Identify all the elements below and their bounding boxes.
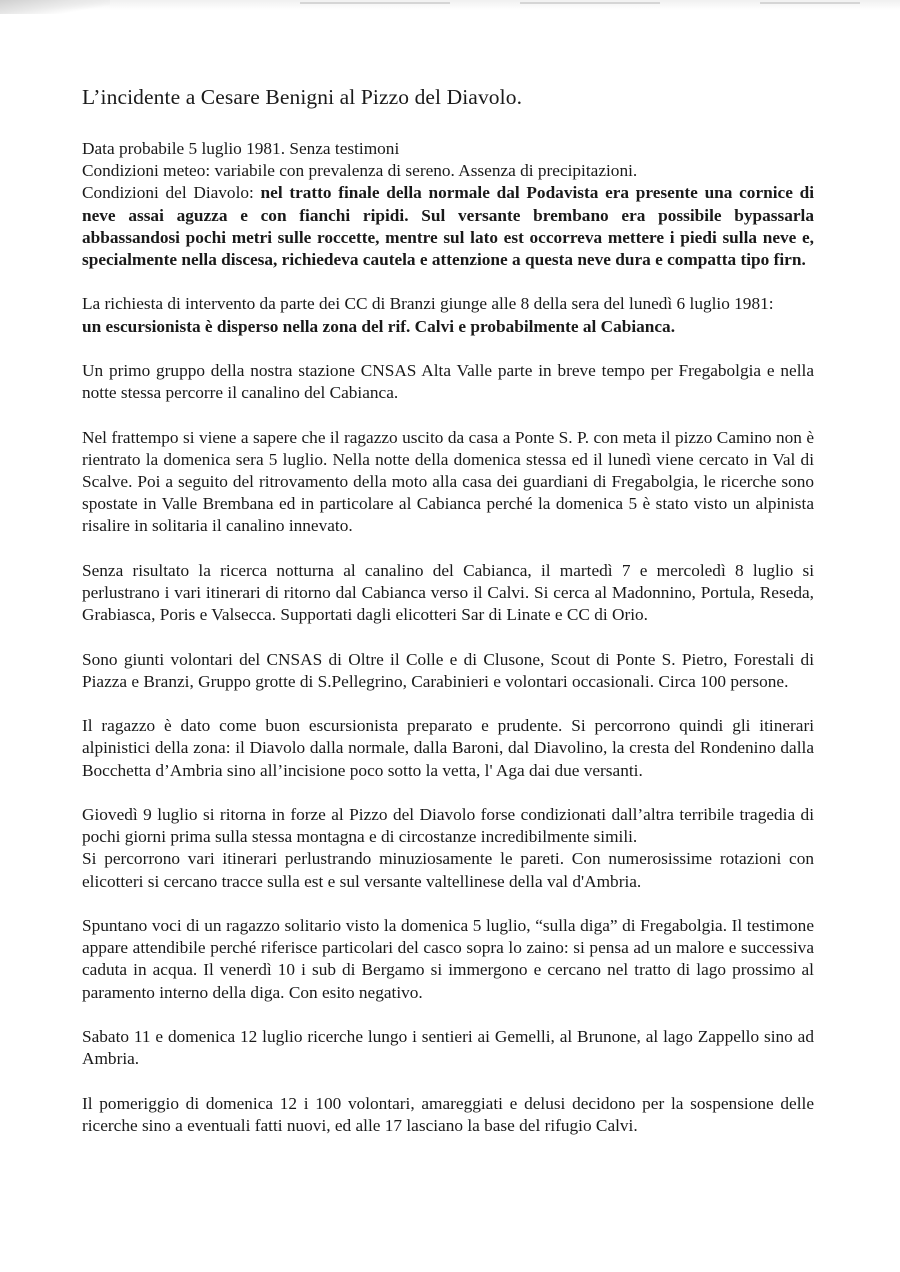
scan-artifact-line (760, 2, 860, 4)
meteo-line: Condizioni meteo: variabile con prevalenza di sereno. Assenza di precipitazioni. (82, 161, 638, 181)
request-paragraph (82, 293, 814, 337)
paragraph: Sabato 11 e domenica 12 luglio ricerche lungo i sentieri ai Gemelli, al Brunone, al lago Zappello sino ad Ambria. (82, 1026, 814, 1069)
scan-artifact-line (520, 2, 660, 4)
paragraph: Un primo gruppo della nostra stazione CNSAS Alta Valle parte in breve tempo per Fregabolgia e nella notte stessa percorre il canalino del Cabianca. (82, 361, 814, 403)
diavolo-conditions (82, 182, 814, 271)
request-text: La richiesta di intervento da parte dei CC di Branzi giunge alle 8 della sera del lunedì 6 luglio 1981: (82, 294, 774, 314)
date-line: Data probabile 5 luglio 1981. Senza testimoni (82, 139, 400, 158)
thursday-line-1: Giovedì 9 luglio si ritorna in forze al Pizzo del Diavolo forse condizionati dall’altra terribile tragedia di pochi giorni prima sulla stessa montagna e di circostanze incredibilmente simili. (82, 804, 814, 847)
document-page (82, 84, 814, 1159)
intro-block (82, 138, 814, 271)
scan-corner-shadow (0, 0, 110, 14)
paragraph: Il ragazzo è dato come buon escursionista preparato e prudente. Si percorrono quindi gli itinerari alpinistici della zona: il Diavolo dalla normale, dalla Baroni, dal Diavolino, la cresta del Rondenino dalla Bocchetta d’Ambria sino all’incisione poco sotto la vetta, l' Aga dai due versanti. (82, 716, 814, 780)
paragraph: Senza risultato la ricerca notturna al canalino del Cabianca, il martedì 7 e mercoledì 8 luglio si perlustrano i vari itinerari di ritorno dal Cabianca verso il Calvi. Si cerca al Madonnino, Portula, Reseda, Grabiasca, Poris e Valsecca. Supportati dagli elicotteri Sar di Linate e CC di Orio. (82, 560, 814, 625)
paragraph: Nel frattempo si viene a sapere che il ragazzo uscito da casa a Ponte S. P. con meta il pizzo Camino non è rientrato la domenica sera 5 luglio. Nella notte della domenica stessa ed il lunedì viene cercato in Val di Scalve. Poi a seguito del ritrovamento della moto alla casa dei guardiani di Fregabolgia, le ricerche sono spostate in Valle Brembana ed in particolare al Cabianca perché la domenica 5 è stato visto un alpinista risalire in solitaria il canalino innevato. (82, 427, 814, 536)
diavolo-label: Condizioni del Diavolo: (82, 183, 261, 203)
paragraph: Spuntano voci di un ragazzo solitario visto la domenica 5 luglio, “sulla diga” di Fregabolgia. Il testimone appare attendibile perché riferisce particolari del casco sopra lo zaino: si pensa ad un malore e successiva caduta in acqua. Il venerdì 10 i sub di Bergamo si immergono e cercano nel tratto di lago prossimo al paramento interno della diga. Con esito negativo. (82, 915, 814, 1002)
paragraph: Il pomeriggio di domenica 12 i 100 volontari, amareggiati e delusi decidono per la sospensione delle ricerche sino a eventuali fatti nuovi, ed alle 17 lasciano la base del rifugio Calvi. (82, 1093, 814, 1135)
thursday-paragraph (82, 804, 814, 893)
paragraph: Sono giunti volontari del CNSAS di Oltre il Colle e di Clusone, Scout di Ponte S. Pietro, Forestali di Piazza e Branzi, Gruppo grotte di S.Pellegrino, Carabinieri e volontari occasionali. Circa 100 persone. (82, 649, 814, 691)
scan-artifact-line (300, 2, 450, 4)
diavolo-text: nel tratto finale della normale dal Podavista era presente una cornice di neve assai aguzza e con fianchi ripidi. Sul versante brembano era possibile bypassarla abbassandosi pochi metri sulle roccette, mentre sul lato est occorreva mettere i piedi sulla neve e, specialmente nella discesa, richiedeva cautela e attenzione a questa neve dura e compatta tipo firn. (82, 183, 814, 270)
document-title: L’incidente a Cesare Benigni al Pizzo del Diavolo. (82, 85, 523, 109)
request-bold: un escursionista è disperso nella zona del rif. Calvi e probabilmente al Cabianca. (82, 316, 676, 336)
thursday-line-2: Si percorrono vari itinerari perlustrando minuziosamente le pareti. Con numerosissime rotazioni con elicotteri si cercano tracce sulla est e sul versante valtellinese della val d'Ambria. (82, 849, 814, 891)
